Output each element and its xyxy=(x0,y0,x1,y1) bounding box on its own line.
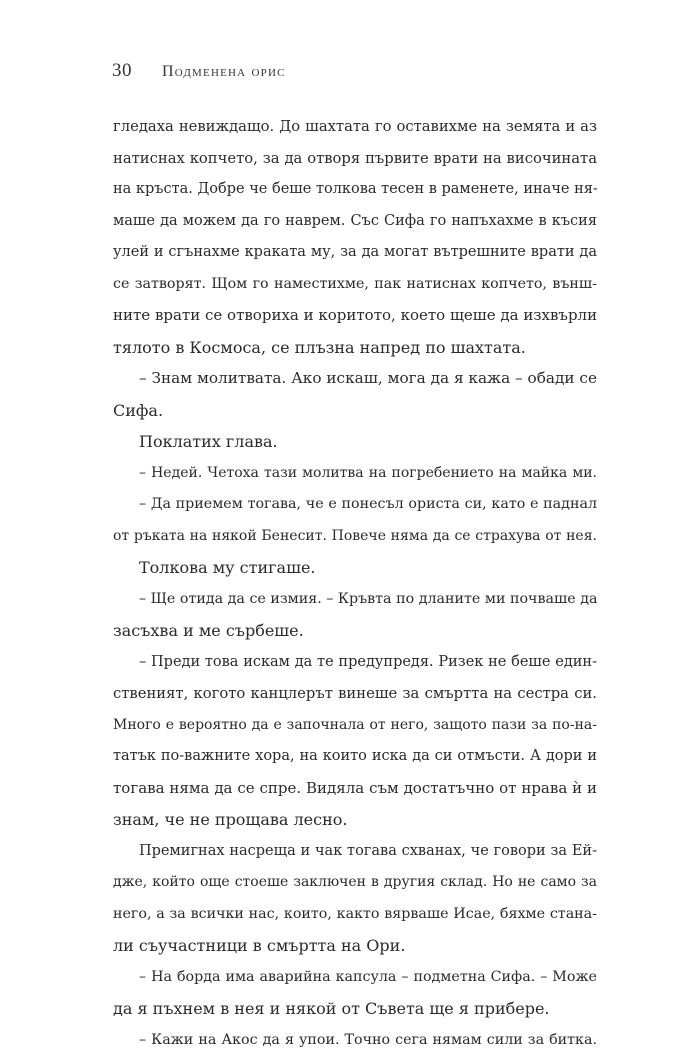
text-line: – Кажи на Акос да я упои. Точно сега нямам сили за битка. xyxy=(113,1025,597,1056)
body-text xyxy=(113,111,597,1056)
text-line: Много е вероятно да е започнала от него, защото пази за по-на- xyxy=(113,710,597,742)
text-line: Премигнах насреща и чак тогава схванах, че говори за Ей- xyxy=(113,836,597,868)
text-line: – Знам молитвата. Ако искаш, мога да я кажа – обади се xyxy=(113,363,597,395)
text-line: – Да приемем тогава, че е понесъл ориста си, като е паднал xyxy=(113,489,597,521)
text-line: знам, че не прощава лесно. xyxy=(113,804,597,836)
text-line: маше да можем да го наврем. Със Сифа го напъхахме в късия xyxy=(113,206,597,238)
text-line: се затворят. Щом го наместихме, пак натиснах копчето, външ- xyxy=(113,269,597,301)
text-line: тогава няма да се спре. Видяла съм достатъчно от нрава ѝ и xyxy=(113,773,597,805)
running-title: Подменена орис xyxy=(162,63,286,81)
text-line: засъхва и ме сърбеше. xyxy=(113,615,597,647)
text-line: гледаха невиждащо. До шахтата го оставихме на земята и аз xyxy=(113,111,597,143)
text-line: него, а за всички нас, които, както вярваше Исае, бяхме стана- xyxy=(113,899,597,931)
text-line: на кръста. Добре че беше толкова тесен в раменете, иначе ня- xyxy=(113,174,597,206)
text-line: от ръката на някой Бенесит. Повече няма да се страхува от нея. xyxy=(113,521,597,553)
page-number: 30 xyxy=(112,60,132,82)
text-line: ли съучастници в смъртта на Ори. xyxy=(113,930,597,962)
text-line: – Ще отида да се измия. – Кръвта по дланите ми почваше да xyxy=(113,584,597,616)
text-line: татък по-важните хора, на които иска да си отмъсти. А дори и xyxy=(113,741,597,773)
page-header xyxy=(112,60,286,82)
text-line: Сифа. xyxy=(113,395,597,427)
text-line: – Преди това искам да те предупредя. Ризек не беше един- xyxy=(113,647,597,679)
text-line: ните врати се отвориха и коритото, което щеше да изхвърли xyxy=(113,300,597,332)
text-line: Поклатих глава. xyxy=(113,426,597,458)
text-line: Толкова му стигаше. xyxy=(113,552,597,584)
text-line: ственият, когото канцлерът винеше за смъртта на сестра си. xyxy=(113,678,597,710)
text-line: натиснах копчето, за да отворя първите врати на височината xyxy=(113,143,597,175)
text-line: – Недей. Четоха тази молитва на погребението на майка ми. xyxy=(113,458,597,490)
text-line: улей и сгънахме краката му, за да могат вътрешните врати да xyxy=(113,237,597,269)
text-line: дже, който още стоеше заключен в другия склад. Но не само за xyxy=(113,867,597,899)
text-line: – На борда има аварийна капсула – подметна Сифа. – Може xyxy=(113,962,597,994)
text-line: тялото в Космоса, се плъзна напред по шахтата. xyxy=(113,332,597,364)
text-line: да я пъхнем в нея и някой от Съвета ще я прибере. xyxy=(113,993,597,1025)
